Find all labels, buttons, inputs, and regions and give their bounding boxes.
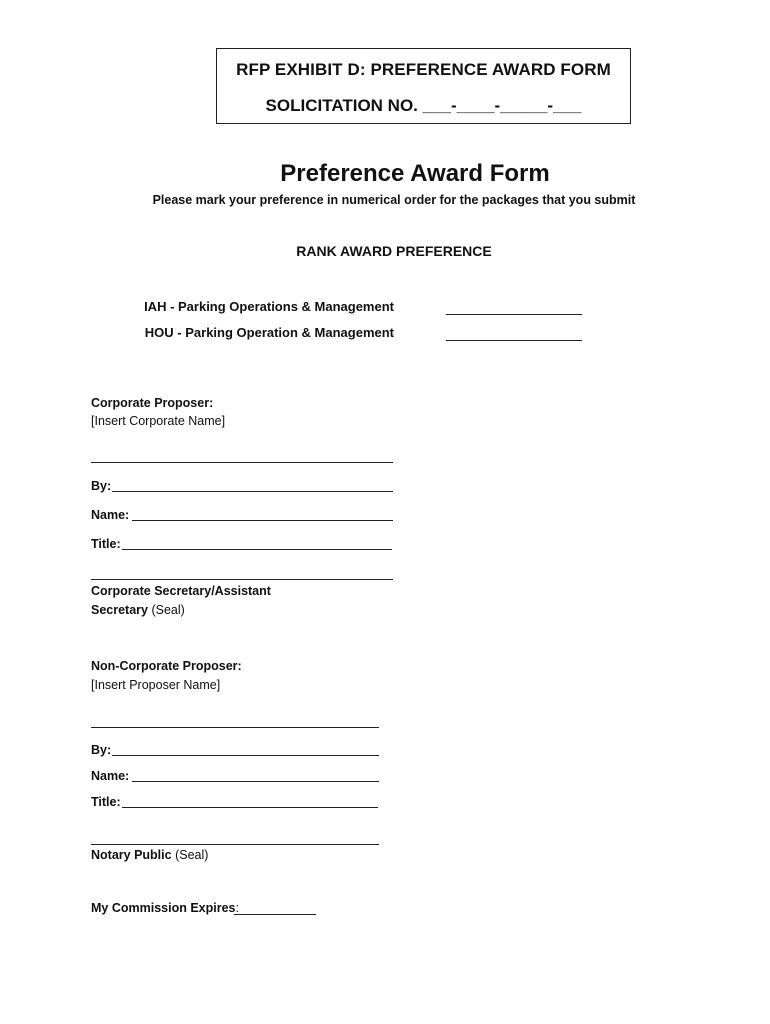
notary-signature-line[interactable] [91,844,379,845]
corporate-signer-name-line[interactable] [132,520,393,521]
corporate-name-placeholder: [Insert Corporate Name] [91,414,226,428]
header-box [216,48,631,124]
instructions-text: Please mark your preference in numerical order for the packages that you submit [152,193,636,207]
non-corporate-name-label: Name: [91,769,130,783]
corporate-by-label: By: [91,479,112,493]
notary-label [91,848,208,862]
page-title: Preference Award Form [280,160,550,187]
notary-text: Notary Public [91,848,172,862]
corporate-seal-text: (Seal) [151,603,185,617]
non-corporate-by-label: By: [91,743,112,757]
secretary-text: Secretary [91,603,148,617]
rank-input-hou[interactable] [446,340,582,341]
corporate-title-label: Title: [91,537,121,551]
commission-expires-line[interactable] [234,914,316,915]
corporate-by-line[interactable] [112,491,393,492]
rank-input-iah[interactable] [446,314,582,315]
proposer-name-placeholder: [Insert Proposer Name] [91,678,221,692]
non-corporate-signer-name-line[interactable] [132,781,379,782]
non-corporate-title-line[interactable] [122,807,378,808]
package-label-hou: HOU - Parking Operation & Management [144,325,394,340]
corporate-secretary-label-2 [91,603,185,617]
non-corporate-proposer-heading: Non-Corporate Proposer: [91,659,242,673]
corporate-secretary-line[interactable] [91,579,393,580]
corporate-secretary-label-1: Corporate Secretary/Assistant [91,584,271,598]
exhibit-title: RFP EXHIBIT D: PREFERENCE AWARD FORM [236,60,611,79]
corporate-title-line[interactable] [122,549,392,550]
rank-heading: RANK AWARD PREFERENCE [296,243,492,259]
commission-label [91,901,239,915]
non-corporate-title-label: Title: [91,795,121,809]
non-corporate-by-line[interactable] [112,755,379,756]
corporate-proposer-heading: Corporate Proposer: [91,396,214,410]
package-label-iah: IAH - Parking Operations & Management [144,299,394,314]
corporate-name-label: Name: [91,508,130,522]
commission-colon: : [235,901,239,915]
proposer-name-line[interactable] [91,727,379,728]
solicitation-number: SOLICITATION NO. ___-____-_____-___ [265,96,582,115]
corporate-name-line[interactable] [91,462,393,463]
commission-text: My Commission Expires [91,901,236,915]
notary-seal-text: (Seal) [175,848,209,862]
